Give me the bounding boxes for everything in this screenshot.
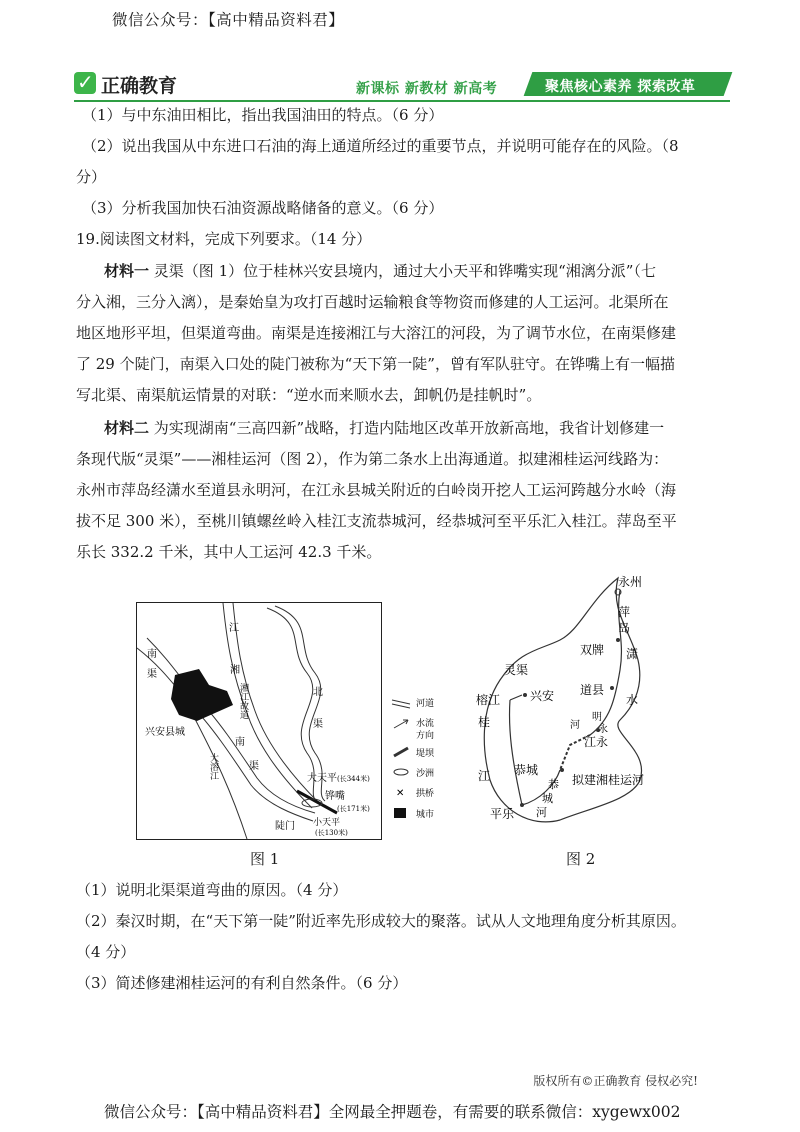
marker-xingan bbox=[523, 693, 527, 697]
q18-part1: （1）与中东油田相比，指出我国油田的特点。（6 分） bbox=[82, 106, 444, 124]
fig2-lingqu: 灵渠 bbox=[504, 663, 529, 677]
legend-city-icon bbox=[394, 808, 406, 818]
material2-line2: 条现代版“灵渠”——湘桂运河（图 2），作为第二条水上出海通道。拟建湘桂运河线路为： bbox=[76, 450, 669, 468]
legend-flow-icon bbox=[394, 720, 408, 728]
fig2-xingan: 兴安 bbox=[530, 689, 555, 703]
fig1-xiang-old: 湘江故道 bbox=[238, 683, 248, 719]
legend-river-icon bbox=[392, 700, 410, 708]
fig2-gui-2: 桂 bbox=[478, 715, 491, 729]
q18-part2-cont: 分） bbox=[76, 168, 107, 186]
bottom-wechat-text: 微信公众号：【高中精品资料君】全网最全押题卷，有需要的联系微信：xygewx002 bbox=[104, 1103, 681, 1121]
material2-line4: 拔不足 300 米），至桃川镇螺丝岭入桂江支流恭城河，经恭城河至平乐汇入桂江。萍岛至平 bbox=[76, 512, 677, 530]
q19-part1: （1）说明北渠渠道弯曲的原因。（4 分） bbox=[76, 881, 348, 899]
figure1-svg bbox=[137, 603, 381, 839]
legend-bridge-icon: ✕ bbox=[396, 788, 405, 799]
material1-text: 灵渠（图 1）位于桂林兴安县境内，通过大小天平和铧嘴实现“湘漓分派”（七 bbox=[153, 262, 656, 280]
fig1-county: 兴安县城 bbox=[145, 727, 185, 738]
q18-part2: （2）说出我国从中东进口石油的海上通道所经过的重要节点，并说明可能存在的风险。（8 bbox=[82, 137, 679, 155]
fig2-cheng-1: 城 bbox=[542, 792, 553, 805]
legend-river: 河道 bbox=[416, 699, 435, 709]
fig1-nanqu2-nan: 南 bbox=[235, 737, 245, 748]
fig2-xiao-2: 水 bbox=[626, 693, 639, 707]
copyright-text: 版权所有©正确教育 侵权必究! bbox=[533, 1074, 698, 1088]
fig2-jiang-3: 江 bbox=[478, 769, 491, 783]
fig2-gongcheng: 恭城 bbox=[514, 763, 539, 777]
fig2-ming-1: 明 bbox=[592, 712, 602, 723]
fig1-jiang: 江 bbox=[229, 623, 239, 634]
legend-sandbar: 沙洲 bbox=[416, 769, 435, 779]
fig2-he-1: 河 bbox=[570, 720, 580, 731]
header-divider bbox=[74, 100, 730, 102]
marker-pingle bbox=[520, 803, 524, 807]
fig2-jiangyong: 江永 bbox=[584, 735, 609, 749]
legend-dam: 堤坝 bbox=[416, 749, 435, 759]
q19-part2-cont: （4 分） bbox=[76, 943, 136, 961]
legend-dam-icon bbox=[394, 748, 408, 756]
slogan-left: 新课标 新教材 新高考 bbox=[356, 81, 498, 97]
fig2-gong-1: 恭 bbox=[548, 778, 559, 791]
fig2-pingdao-2: 岛 bbox=[618, 621, 631, 635]
fig1-xiaotianping-len: (长130米) bbox=[315, 829, 348, 837]
figure1-caption: 图 1 bbox=[250, 850, 280, 868]
q18-part3: （3）分析我国加快石油资源战略储备的意义。（6 分） bbox=[82, 199, 444, 217]
material1-line3: 地区地形平坦，但渠道弯曲。南渠是连接湘江与大溶江的河段，为了调节水位，在南渠修建 bbox=[76, 324, 677, 342]
marker-shuangpai bbox=[616, 638, 620, 642]
logo-text: 正确教育 bbox=[101, 75, 178, 97]
material1-label: 材料一 bbox=[104, 262, 150, 280]
fig1-label-nan: 南 bbox=[147, 649, 157, 660]
fig2-shuangpai: 双牌 bbox=[580, 643, 605, 657]
material1-line2: 分入湘，三分入漓），是秦始皇为攻打百越时运输粮食等物资而修建的人工运河。北渠所在 bbox=[76, 293, 669, 311]
fig1-beiqu-bei: 北 bbox=[313, 687, 323, 698]
fig2-yongzhou: 永州 bbox=[618, 575, 643, 589]
fig2-he-2: 河 bbox=[536, 806, 547, 819]
fig2-daoxian: 道县 bbox=[580, 683, 605, 697]
fig1-doumen: 陡门 bbox=[275, 821, 295, 832]
figure1-map bbox=[136, 602, 382, 840]
material2-line3: 永州市萍岛经潇水至道县永明河，在江永县城关附近的白岭岗开挖人工运河跨越分水岭（海 bbox=[76, 481, 677, 499]
fig1-datianping: 大天平 bbox=[307, 773, 337, 784]
fig1-nanqu2-qu: 渠 bbox=[249, 761, 259, 772]
marker-gongcheng bbox=[560, 768, 564, 772]
material2-line1 bbox=[104, 418, 664, 438]
fig2-pingle: 平乐 bbox=[490, 807, 515, 821]
fig2-yong-1: 永 bbox=[598, 724, 608, 735]
fig1-huazui: 铧嘴 bbox=[325, 791, 345, 802]
figure1-legend bbox=[390, 690, 450, 840]
check-icon: ✓ bbox=[77, 70, 94, 94]
fig1-huazui-len: (长171米) bbox=[337, 805, 370, 813]
fig2-guijiang-1: 榕江 bbox=[476, 693, 501, 707]
fig2-pingdao-1: 萍 bbox=[618, 605, 631, 619]
q19-part3: （3）简述修建湘桂运河的有利自然条件。（6 分） bbox=[76, 974, 408, 992]
q19-title: 19.阅读图文材料，完成下列要求。（14 分） bbox=[76, 230, 372, 248]
figure2-map bbox=[470, 570, 670, 832]
material1-line4: 了 29 个陡门，南渠入口处的陡门被称为“天下第一陡”，曾有军队驻守。在铧嘴上有一幅描 bbox=[76, 355, 675, 373]
material2-line5: 乐长 332.2 千米，其中人工运河 42.3 千米。 bbox=[76, 543, 382, 561]
legend-bridge: 拱桥 bbox=[416, 789, 435, 799]
top-wechat-text: 微信公众号：【高中精品资料君】 bbox=[112, 11, 345, 29]
legend-city: 城市 bbox=[416, 810, 435, 820]
fig2-canal: 拟建湘桂运河 bbox=[572, 773, 645, 787]
fig1-xiang: 湘 bbox=[230, 665, 240, 676]
figure2-caption: 图 2 bbox=[566, 850, 596, 868]
material1-line5: 写北渠、南渠航运情景的对联：“逆水而来顺水去，卸帆仍是挂帆时”。 bbox=[76, 386, 542, 404]
fig2-xiao-1: 潇 bbox=[626, 647, 639, 661]
legend-flow-2: 方向 bbox=[416, 731, 435, 741]
legend-sandbar-icon bbox=[394, 769, 408, 775]
fig1-xiaotianping: 小天平 bbox=[313, 818, 341, 828]
material2-label: 材料二 bbox=[104, 419, 150, 437]
legend-flow-1: 水流 bbox=[416, 719, 435, 729]
marker-daoxian bbox=[610, 686, 614, 690]
fig1-beiqu-qu: 渠 bbox=[313, 719, 323, 730]
fig1-label-qu: 渠 bbox=[147, 669, 157, 680]
fig1-darong: 大溶江 bbox=[208, 753, 218, 780]
q19-part2: （2）秦汉时期，在“天下第一陡”附近率先形成较大的聚落。试从人文地理角度分析其原因。 bbox=[76, 912, 686, 930]
material1-line1 bbox=[104, 261, 656, 281]
fig1-datianping-len: (长344米) bbox=[337, 775, 370, 783]
slogan-right: 聚焦核心素养 探索改革 bbox=[545, 79, 696, 95]
material2-text: 为实现湖南“三高四新”战略，打造内陆地区改革开放新高地，我省计划修建一 bbox=[153, 419, 665, 437]
